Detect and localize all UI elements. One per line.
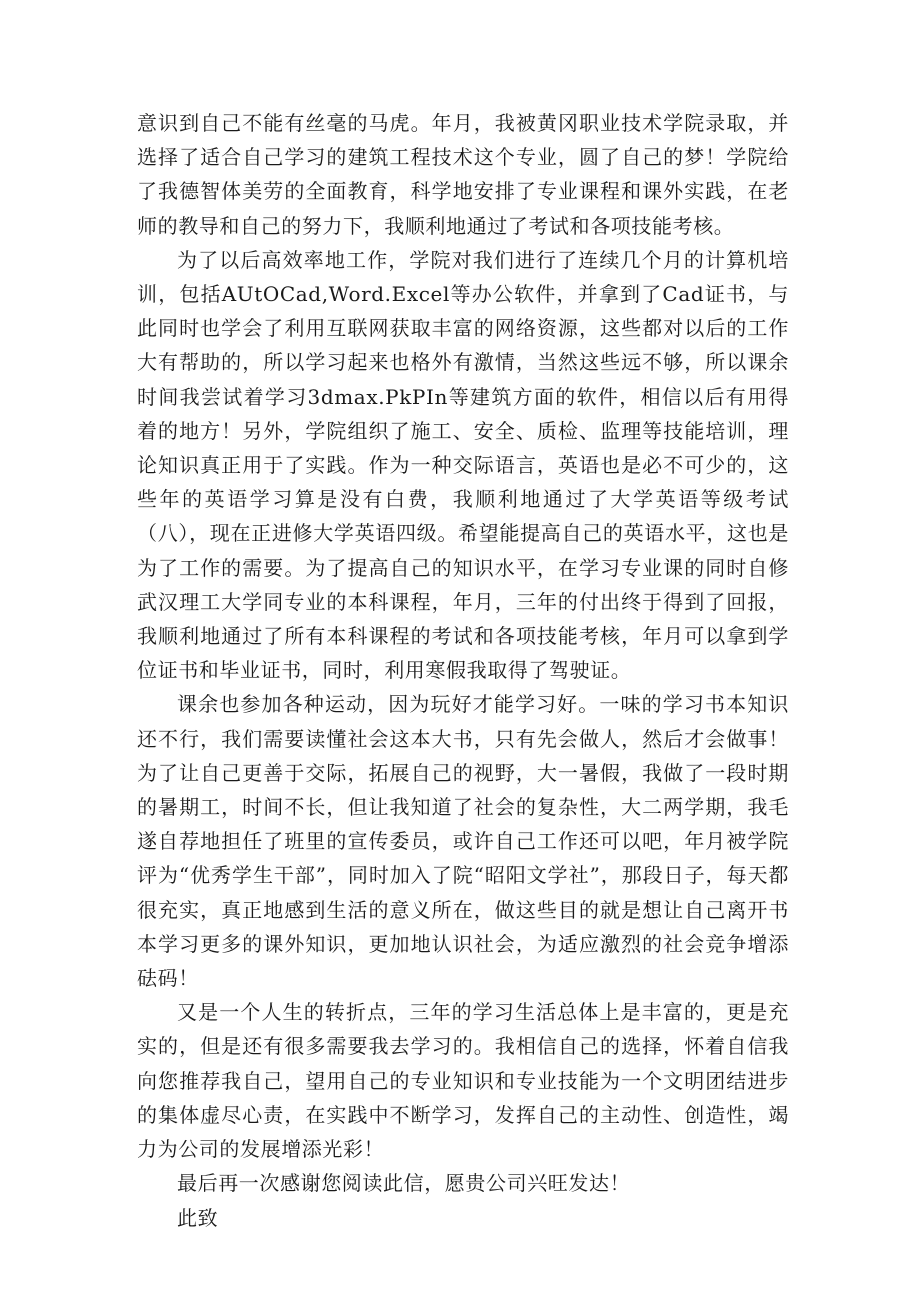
letter-body bbox=[137, 106, 789, 1235]
paragraph-computer-training: 为了以后高效率地工作，学院对我们进行了连续几个月的计算机培训，包括AUtOCad,Word.Excel等办公软件，并拿到了Cad证书，与此同时也学会了利用互联网获取丰富的网络资源，这些都对以后的工作大有帮助的，所以学习起来也格外有激情，当然这些远不够，所以课余时间我尝试着学习3dmax.PkPIn等建筑方面的软件，相信以后有用得着的地方！另外，学院组织了施工、安全、质检、监理等技能培训，理论知识真正用于了实践。作为一种交际语言，英语也是必不可少的，这些年的英语学习算是没有白费，我顺利地通过了大学英语等级考试（八），现在正进修大学英语四级。希望能提高自己的英语水平，这也是为了工作的需要。为了提高自己的知识水平，在学习专业课的同时自修武汉理工大学同专业的本科课程，年月，三年的付出终于得到了回报，我顺利地通过了所有本科课程的考试和各项技能考核，年月可以拿到学位证书和毕业证书，同时，利用寒假我取得了驾驶证。 bbox=[137, 247, 789, 683]
paragraph-extracurricular: 课余也参加各种运动，因为玩好才能学习好。一味的学习书本知识还不行，我们需要读懂社会这本大书，只有先会做人，然后才会做事！为了让自己更善于交际，拓展自己的视野，大一暑假，我做了一段时期的暑期工，时间不长，但让我知道了社会的复杂性，大二两学期，我毛遂自荐地担任了班里的宣传委员，或许自己工作还可以吧，年月被学院评为“优秀学生干部”，同时加入了院“昭阳文学社”，那段日子，每天都很充实，真正地感到生活的意义所在，做这些目的就是想让自己离开书本学习更多的课外知识，更加地认识社会，为适应激烈的社会竞争增添砝码！ bbox=[137, 692, 789, 991]
closing-salutation: 此致 bbox=[177, 1205, 219, 1230]
paragraph-continuation: 意识到自己不能有丝毫的马虎。年月，我被黄冈职业技术学院录取，并选择了适合自己学习的建筑工程技术这个专业，圆了自己的梦！学院给了我德智体美劳的全面教育，科学地安排了专业课程和课外实践，在老师的教导和自己的努力下，我顺利地通过了考试和各项技能考核。 bbox=[137, 111, 789, 238]
paragraph-self-recommendation: 又是一个人生的转折点，三年的学习生活总体上是丰富的，更是充实的，但是还有很多需要我去学习的。我相信自己的选择，怀着自信我向您推荐我自己，望用自己的专业知识和专业技能为一个文明团结进步的集体虚尽心责，在实践中不断学习，发挥自己的主动性、创造性，竭力为公司的发展增添光彩！ bbox=[137, 1000, 789, 1162]
paragraph-thanks: 最后再一次感谢您阅读此信，愿贵公司兴旺发达！ bbox=[177, 1171, 631, 1196]
